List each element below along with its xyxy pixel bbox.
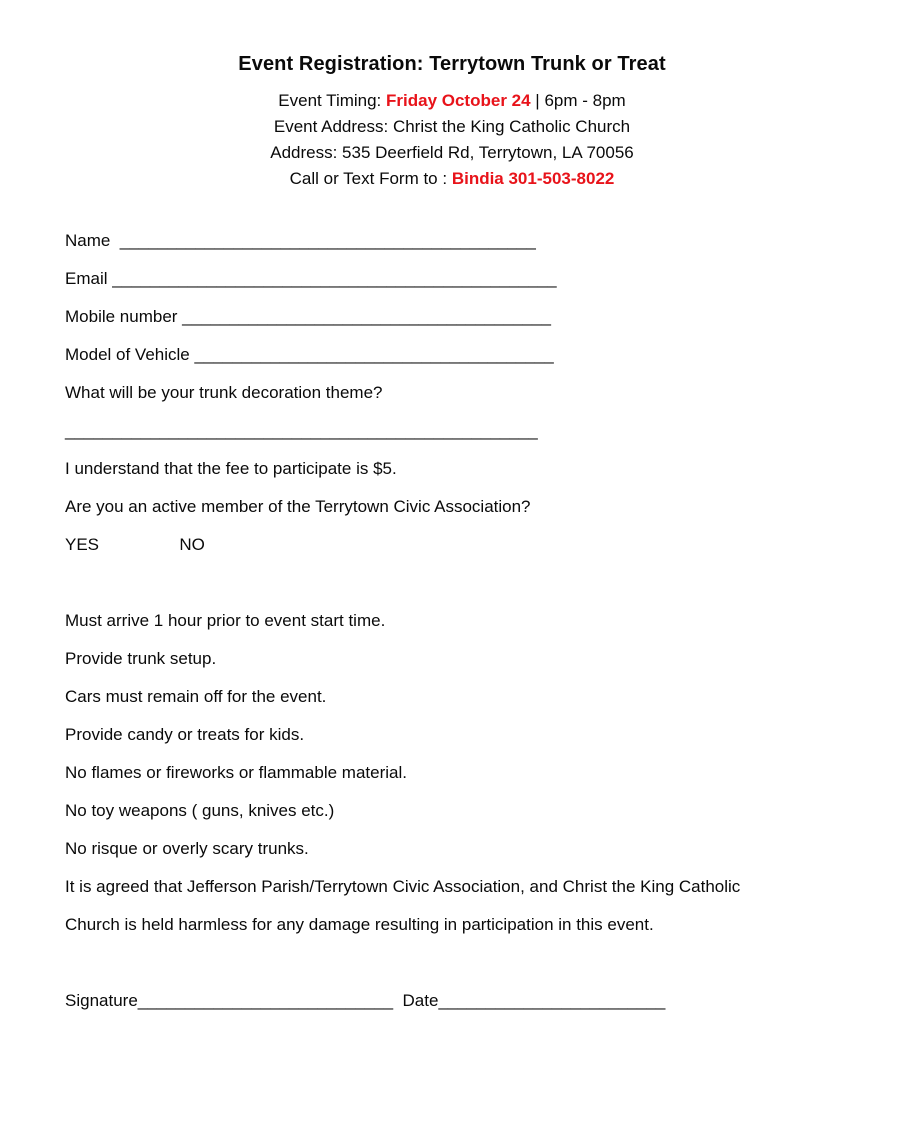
rule-arrival: Must arrive 1 hour prior to event start time. [65, 611, 386, 630]
mobile-field-line [65, 298, 904, 336]
signature-date-spacer [393, 991, 402, 1010]
fee-statement: I understand that the fee to participate is $5. [65, 459, 397, 478]
rule-arrival-line [65, 602, 904, 640]
name-fill-line: ____________________________________________ [119, 231, 536, 250]
name-field-line [65, 222, 904, 260]
mobile-fill-line: _______________________________________ [182, 307, 551, 326]
vehicle-fill-line: ______________________________________ [194, 345, 554, 364]
date-fill-line: ________________________ [438, 991, 666, 1010]
rule-candy-line [65, 716, 904, 754]
rule-no-weapons-line [65, 792, 904, 830]
mobile-label: Mobile number [65, 307, 183, 326]
header-lines [0, 88, 904, 192]
page-title: Event Registration: Terrytown Trunk or Treat [238, 53, 666, 75]
yes-no-spacer [99, 535, 179, 554]
liability-text-1: It is agreed that Jefferson Parish/Terrytown Civic Association, and Christ the King Catholic [65, 877, 741, 896]
timing-date: Friday October 24 [386, 91, 531, 110]
theme-question-line [65, 374, 904, 412]
rule-no-weapons: No toy weapons ( guns, knives etc.) [65, 801, 335, 820]
contact-label: Call or Text Form to : [289, 169, 452, 188]
membership-question-line [65, 488, 904, 526]
membership-question: Are you an active member of the Terrytown Civic Association? [65, 497, 531, 516]
street-address-line [0, 140, 904, 166]
document-header [0, 0, 904, 192]
rule-trunk-setup-line [65, 640, 904, 678]
vehicle-field-line [65, 336, 904, 374]
contact-line [0, 166, 904, 192]
yes-no-line [65, 526, 904, 564]
event-timing-line [0, 88, 904, 114]
timing-hours: | 6pm - 8pm [530, 91, 626, 110]
rule-no-flames-line [65, 754, 904, 792]
rule-cars-off: Cars must remain off for the event. [65, 687, 327, 706]
date-label: Date [402, 991, 439, 1010]
rule-candy: Provide candy or treats for kids. [65, 725, 305, 744]
email-label: Email [65, 269, 113, 288]
email-fill-line: _______________________________________________ [112, 269, 557, 288]
street-address: Address: 535 Deerfield Rd, Terrytown, LA 70056 [270, 143, 634, 162]
signature-label: Signature [65, 991, 138, 1010]
rule-cars-off-line [65, 678, 904, 716]
liability-line-2 [65, 906, 904, 944]
contact-name-phone: Bindia 301-503-8022 [451, 169, 615, 188]
signature-date-line [65, 982, 904, 1020]
name-label: Name [65, 231, 120, 250]
event-address-line [0, 114, 904, 140]
rule-trunk-setup: Provide trunk setup. [65, 649, 217, 668]
theme-question: What will be your trunk decoration theme? [65, 383, 383, 402]
liability-line-1 [65, 868, 904, 906]
theme-fill: __________________________________________________ [65, 421, 538, 440]
rule-no-flames: No flames or fireworks or flammable material. [65, 763, 407, 782]
timing-label: Event Timing: [278, 91, 387, 110]
rule-no-scary: No risque or overly scary trunks. [65, 839, 309, 858]
body-lines [65, 222, 904, 1020]
signature-fill-line: ___________________________ [137, 991, 394, 1010]
fee-statement-line [65, 450, 904, 488]
theme-fill-line [65, 412, 904, 450]
no-option: NO [179, 535, 205, 554]
vehicle-label: Model of Vehicle [65, 345, 195, 364]
yes-option: YES [65, 535, 100, 554]
event-address: Event Address: Christ the King Catholic Church [273, 117, 631, 136]
rule-no-scary-line [65, 830, 904, 868]
email-field-line [65, 260, 904, 298]
liability-text-2: Church is held harmless for any damage resulting in participation in this event. [65, 915, 654, 934]
